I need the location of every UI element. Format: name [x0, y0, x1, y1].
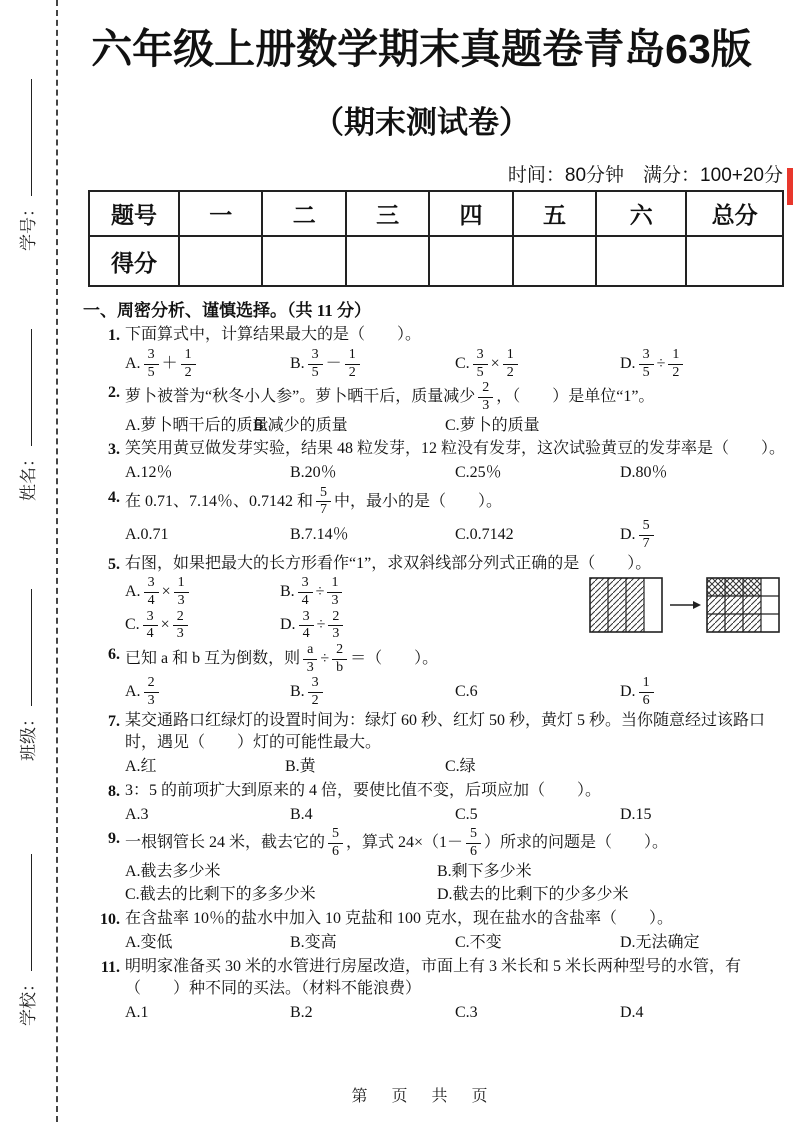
fraction: $\frac{3}{4}$	[298, 576, 313, 608]
question-6	[58, 643, 785, 709]
score-table	[88, 190, 784, 287]
question-stem: 在含盐率 10％的盐水中加入 10 克盐和 100 克水，现在盐水的含盐率（ ）。	[125, 910, 674, 928]
class-blank-line	[20, 589, 32, 706]
question-stem: 萝卜被誉为“秋冬小人参”。萝卜晒干后，质量减少 $\frac{2}{3}$ ，（ ）是单位“1”。	[125, 380, 655, 413]
score-header-cell: 四	[429, 191, 512, 236]
question-number: 2.	[108, 384, 120, 402]
option-d: D. $\frac{3}{5}$ ÷ $\frac{1}{2}$	[620, 348, 785, 380]
option-c: C.6	[455, 683, 478, 701]
fraction: 5 7	[639, 519, 654, 551]
class-label: 班级：	[18, 710, 38, 761]
question-number: 11.	[100, 958, 120, 976]
score-empty-cell	[262, 236, 345, 286]
question-stem: 右图，如果把最大的长方形看作“1”，求双斜线部分列式正确的是（ ）。	[125, 554, 652, 572]
option-d: D.80％	[620, 464, 668, 482]
score-empty-cell	[596, 236, 686, 286]
option-a: A.截去多少米	[125, 862, 221, 880]
student-id-blank-line	[20, 79, 32, 196]
question-stem: 笑笑用黄豆做发芽实验，结果 48 粒发芽，12 粒没有发芽，这次试验黄豆的发芽率是（ ）。	[125, 440, 786, 458]
question-9	[58, 827, 785, 907]
fraction: $\frac{2}{3}$	[478, 381, 493, 413]
score-header-cell: 二	[262, 191, 345, 236]
option-b: B.2	[290, 1004, 313, 1022]
question-stem: 已知 a 和 b 互为倒数，则 $\frac{a}{3}$ ÷ $\frac{2}{b}$ ＝（ ）。	[125, 641, 439, 675]
option-b: B. $\frac{3}{4}$ ÷ $\frac{1}{3}$	[280, 576, 345, 608]
question-stem: 在 0.71、7.14％、0.7142 和 $\frac{5}{7}$ 中，最小的是（ ）。	[125, 484, 503, 518]
question-10	[58, 908, 785, 954]
option-c: C.萝卜的质量	[445, 416, 540, 434]
option-d: D. $\frac{3}{4}$ ÷ $\frac{2}{3}$	[280, 610, 346, 642]
red-edge-mark	[787, 168, 793, 205]
option-a: A. 2 3	[125, 676, 290, 708]
sidebar-field-class	[14, 589, 38, 761]
sidebar-field-student-id	[14, 79, 38, 251]
score-header-cell: 五	[513, 191, 596, 236]
option-c: C. $\frac{3}{4}$ × $\frac{2}{3}$	[125, 610, 280, 642]
question-1	[58, 324, 785, 380]
exam-meta: 时间：80分钟 满分：100+20分	[507, 165, 783, 187]
page-subtitle: （期末测试卷）	[313, 105, 530, 141]
question-number: 6.	[108, 645, 120, 663]
sidebar-field-school	[14, 854, 38, 1026]
fraction: $\frac{5}{6}$	[328, 827, 343, 859]
question-7	[58, 710, 785, 779]
fraction: 1 6	[639, 676, 654, 708]
school-label: 学校：	[18, 975, 38, 1026]
question-8	[58, 780, 785, 826]
option-c: C.不变	[455, 933, 502, 951]
fraction-model-diagram	[589, 575, 781, 643]
question-number: 9.	[108, 830, 120, 848]
fraction: $\frac{3}{4}$	[143, 610, 158, 642]
option-b: B.减少的质量	[253, 416, 348, 434]
options-row	[125, 884, 785, 907]
option-d: D.截去的比剩下的少多少米	[437, 886, 629, 904]
options-row	[125, 1002, 785, 1025]
fraction: 3 5	[144, 348, 159, 380]
option-b: B. 3 5 － 1 2	[290, 348, 455, 380]
page-title: 六年级上册数学期末真题卷青岛63版	[91, 26, 752, 72]
question-number: 4.	[108, 488, 120, 506]
fraction: 2 3	[144, 676, 159, 708]
fraction: $\frac{a}{3}$	[303, 643, 317, 675]
option-b: B. 3 2	[290, 676, 455, 708]
fraction: $\frac{1}{2}$	[668, 348, 683, 380]
fraction: $\frac{1}{2}$	[503, 348, 518, 380]
question-number: 1.	[108, 327, 120, 345]
option-a: A. $\frac{3}{4}$ × $\frac{1}{3}$	[125, 576, 280, 608]
fraction: $\frac{2}{3}$	[173, 610, 188, 642]
score-header-cell: 题号	[89, 191, 179, 236]
options-row	[125, 756, 785, 779]
option-d: D.无法确定	[620, 933, 700, 951]
question-2	[58, 381, 785, 437]
question-stem: 3：5 的前项扩大到原来的 4 倍，要使比值不变，后项应加（ ）。	[125, 781, 602, 799]
question-number: 8.	[108, 782, 120, 800]
option-a: A.变低	[125, 933, 173, 951]
question-number: 7.	[108, 712, 120, 730]
fraction: $\frac{2}{b}$	[332, 643, 347, 675]
section-heading: 一、周密分析、谨慎选择。（共 11 分）	[83, 301, 372, 321]
right-arrow-icon	[670, 601, 701, 609]
option-d: D. 5 7	[620, 519, 785, 551]
exam-page	[58, 0, 785, 1026]
fraction: $\frac{3}{4}$	[299, 610, 314, 642]
score-empty-cell	[686, 236, 783, 286]
option-a: A.12％	[125, 464, 173, 482]
options-row	[125, 519, 785, 551]
option-c: C.0.7142	[455, 525, 514, 543]
score-table-score-row	[89, 236, 783, 286]
score-label-cell: 得分	[89, 236, 179, 286]
option-d: D.4	[620, 1004, 644, 1022]
name-label: 姓名：	[18, 450, 38, 501]
option-b: B.4	[290, 805, 313, 823]
option-c: C.绿	[445, 758, 476, 776]
options-row	[125, 348, 785, 380]
fraction: $\frac{2}{3}$	[328, 610, 343, 642]
option-b: B.变高	[290, 933, 337, 951]
option-c: C.截去的比剩下的多多少米	[125, 886, 316, 904]
score-header-cell: 一	[179, 191, 262, 236]
fraction: $\frac{3}{4}$	[144, 576, 159, 608]
option-b: B.剩下多少米	[437, 862, 532, 880]
options-row	[125, 676, 785, 708]
fraction: $\frac{3}{5}$	[639, 348, 654, 380]
option-b: B.7.14％	[290, 525, 349, 543]
option-a: A. 3 5 ＋ 1 2	[125, 348, 290, 380]
fraction: $\frac{5}{7}$	[316, 486, 331, 518]
options-row	[125, 415, 785, 438]
option-a: A.萝卜晒干后的质量	[125, 416, 269, 434]
fraction: 3 2	[308, 676, 323, 708]
question-5	[58, 553, 785, 642]
option-b: B.20％	[290, 464, 337, 482]
fraction: $\frac{3}{5}$	[473, 348, 488, 380]
fraction: $\frac{1}{3}$	[327, 576, 342, 608]
page-footer: 第 页 共 页	[351, 1088, 492, 1105]
score-table-header-row	[89, 191, 783, 236]
option-a: A.红	[125, 758, 157, 776]
question-stem: 某交通路口红绿灯的设置时间为：绿灯 60 秒、红灯 50 秒，黄灯 5 秒。当你随意经过该路口时，遇见（ ）灯的可能性最大。	[125, 711, 766, 752]
option-a: A.1	[125, 1004, 149, 1022]
student-id-label: 学号：	[18, 200, 38, 251]
question-stem: 下面算式中，计算结果最大的是（ ）。	[125, 326, 422, 344]
sidebar-field-name	[14, 329, 38, 501]
question-4	[58, 486, 785, 552]
options-row	[125, 462, 785, 485]
score-header-cell: 六	[596, 191, 686, 236]
option-a: A.3	[125, 805, 149, 823]
question-number: 3.	[108, 441, 120, 459]
fraction: 1 2	[345, 348, 360, 380]
option-d: D. 1 6	[620, 676, 785, 708]
option-a: A.0.71	[125, 525, 169, 543]
option-c: C.25％	[455, 464, 502, 482]
option-d: D.15	[620, 805, 652, 823]
question-number: 10.	[100, 911, 120, 929]
fraction: $\frac{1}{3}$	[174, 576, 189, 608]
question-stem: 一根钢管长 24 米，截去它的 $\frac{5}{6}$ ，算式 24×（1－ $\frac{5}{6}$ ）所求的问题是（ ）。	[125, 826, 669, 860]
question-3	[58, 438, 785, 484]
score-header-cell: 三	[346, 191, 429, 236]
option-b: B.黄	[285, 758, 316, 776]
fraction: 1 2	[181, 348, 196, 380]
question-11	[58, 956, 785, 1025]
fraction: 3 5	[308, 348, 323, 380]
school-blank-line	[20, 854, 32, 971]
option-c: C. $\frac{3}{5}$ × $\frac{1}{2}$	[455, 348, 620, 380]
question-stem: 明明家准备买 30 米的水管进行房屋改造，市面上有 3 米长和 5 米长两种型号的水管，有（ ）种不同的买法。（材料不能浪费）	[125, 957, 742, 998]
score-empty-cell	[346, 236, 429, 286]
options-row	[125, 932, 785, 955]
fraction: $\frac{5}{6}$	[466, 827, 481, 859]
score-header-cell: 总分	[686, 191, 783, 236]
options-row	[125, 861, 785, 884]
score-empty-cell	[179, 236, 262, 286]
name-blank-line	[20, 329, 32, 446]
option-c: C.5	[455, 805, 478, 823]
options-row	[125, 804, 785, 827]
score-empty-cell	[513, 236, 596, 286]
question-number: 5.	[108, 555, 120, 573]
score-empty-cell	[429, 236, 512, 286]
option-c: C.3	[455, 1004, 478, 1022]
